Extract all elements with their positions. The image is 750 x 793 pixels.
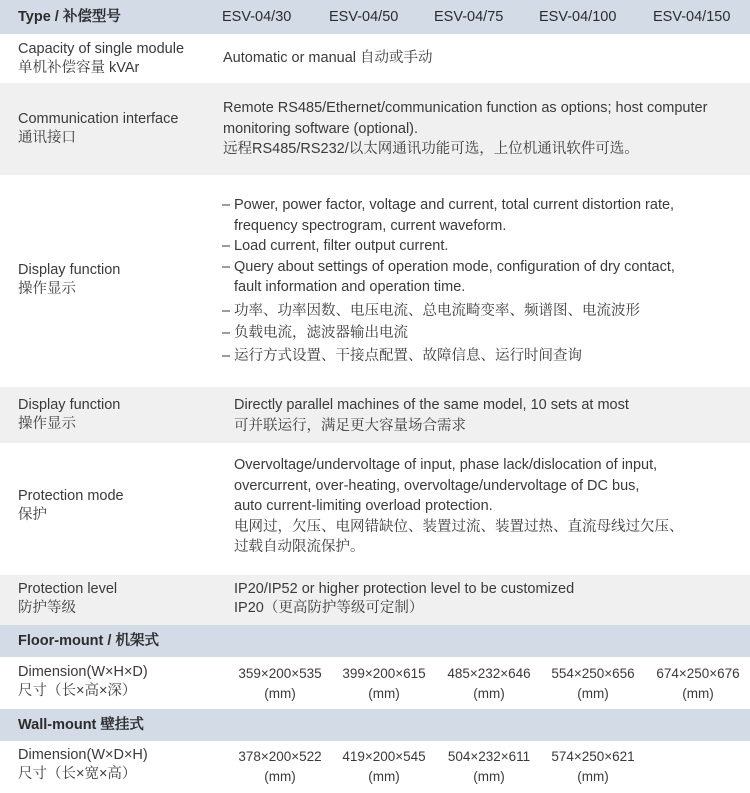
display-item-cont: frequency spectrogram, current waveform.	[234, 217, 507, 234]
capacity-row	[0, 34, 750, 83]
floor-dim-cell: 674×250×676 (mm)	[656, 666, 740, 701]
floor-dim-cell: 485×232×646 (mm)	[447, 666, 531, 701]
floor-dim-label-en: Dimension(W×H×D)	[18, 664, 148, 680]
model-esv-04-50: ESV-04/50	[329, 9, 399, 25]
display2-line-1: Directly parallel machines of the same model, 10 sets at most	[234, 397, 629, 413]
type-label: Type / 补偿型号	[18, 9, 121, 25]
wall-mount-label: Wall-mount 壁挂式	[18, 717, 144, 733]
protection-level-label-cn: 防护等级	[18, 600, 76, 616]
floor-dim-cell: 399×200×615 (mm)	[342, 666, 426, 701]
model-esv-04-150: ESV-04/150	[653, 9, 731, 25]
wall-dim-cell: 419×200×545 (mm)	[342, 749, 426, 784]
display2-label-en: Display function	[18, 397, 121, 413]
display-item-cont: fault information and operation time.	[234, 279, 466, 295]
floor-dim-label-cn: 尺寸（长×高×深）	[18, 683, 137, 699]
wall-dim-label-en: Dimension(W×D×H)	[18, 747, 148, 763]
header-row	[0, 0, 750, 34]
floor-dim-cell: 554×250×656 (mm)	[551, 666, 635, 701]
protection-level-label-en: Protection level	[18, 581, 118, 597]
communication-line-2: monitoring software (optional).	[223, 120, 419, 137]
communication-label-en: Communication interface	[18, 111, 179, 127]
protection-mode-line-5: 过载自动限流保护。	[234, 539, 365, 555]
wall-dim-cell: 378×200×522 (mm)	[238, 749, 322, 784]
wall-dim-label-cn: 尺寸（长×宽×高）	[18, 766, 137, 782]
protection-level-line-1: IP20/IP52 or higher protection level to be customized	[234, 581, 575, 597]
protection-level-row	[0, 575, 750, 625]
protection-mode-row	[0, 443, 750, 575]
communication-line-3: 远程RS485/RS232/以太网通讯功能可选，上位机通讯软件可选。	[223, 141, 639, 157]
display2-line-2: 可并联运行，满足更大容量场合需求	[234, 417, 466, 434]
protection-mode-line-1: Overvoltage/undervoltage of input, phase lack/dislocation of input,	[234, 457, 658, 473]
capacity-value: Automatic or manual 自动或手动	[223, 50, 433, 66]
protection-mode-label-en: Protection mode	[18, 488, 124, 504]
display2-label-cn: 操作显示	[18, 416, 76, 432]
capacity-label-en: Capacity of single module	[18, 41, 185, 57]
capacity-label-cn: 单机补偿容量 kVAr	[18, 60, 140, 76]
display-item: – Query about settings of operation mode, configuration of dry contact,	[222, 258, 675, 275]
wall-mount-section	[0, 709, 750, 741]
model-esv-04-30: ESV-04/30	[222, 9, 292, 25]
model-esv-04-100: ESV-04/100	[539, 9, 617, 25]
floor-mount-label: Floor-mount / 机架式	[18, 633, 159, 649]
floor-dim-cell: 359×200×535 (mm)	[238, 666, 322, 701]
display-item: – Power, power factor, voltage and current, total current distortion rate,	[222, 197, 675, 213]
floor-dimension-row	[0, 657, 750, 709]
display-item: – 运行方式设置、干接点配置、故障信息、运行时间查询	[222, 347, 582, 364]
protection-mode-label-cn: 保护	[18, 507, 47, 523]
display-label-cn: 操作显示	[18, 281, 76, 297]
display-function-row	[0, 175, 750, 387]
protection-mode-line-2: overcurrent, over-heating, overvoltage/undervoltage of DC bus,	[234, 477, 640, 494]
display-function-parallel-row	[0, 387, 750, 443]
display-item: – Load current, filter output current.	[222, 238, 449, 254]
wall-dimension-row	[0, 741, 750, 793]
wall-dim-cell: 574×250×621 (mm)	[551, 749, 635, 784]
display-label-en: Display function	[18, 262, 121, 278]
protection-mode-line-3: auto current-limiting overload protection.	[234, 498, 493, 514]
display-item: – 功率、功率因数、电压电流、总电流畸变率、频谱图、电流波形	[222, 302, 640, 319]
protection-level-line-2: IP20（更高防护等级可定制）	[234, 600, 424, 616]
floor-mount-section	[0, 625, 750, 657]
communication-label-cn: 通讯接口	[18, 130, 76, 146]
model-esv-04-75: ESV-04/75	[434, 9, 504, 25]
display-item: – 负载电流，滤波器输出电流	[222, 325, 408, 341]
communication-line-1: Remote RS485/Ethernet/communication function as options; host computer	[223, 100, 708, 116]
communication-row	[0, 83, 750, 175]
protection-mode-line-4: 电网过，欠压、电网错缺位、装置过流、装置过热、直流母线过欠压、	[234, 518, 684, 535]
wall-dim-cell: 504×232×611 (mm)	[447, 749, 531, 784]
